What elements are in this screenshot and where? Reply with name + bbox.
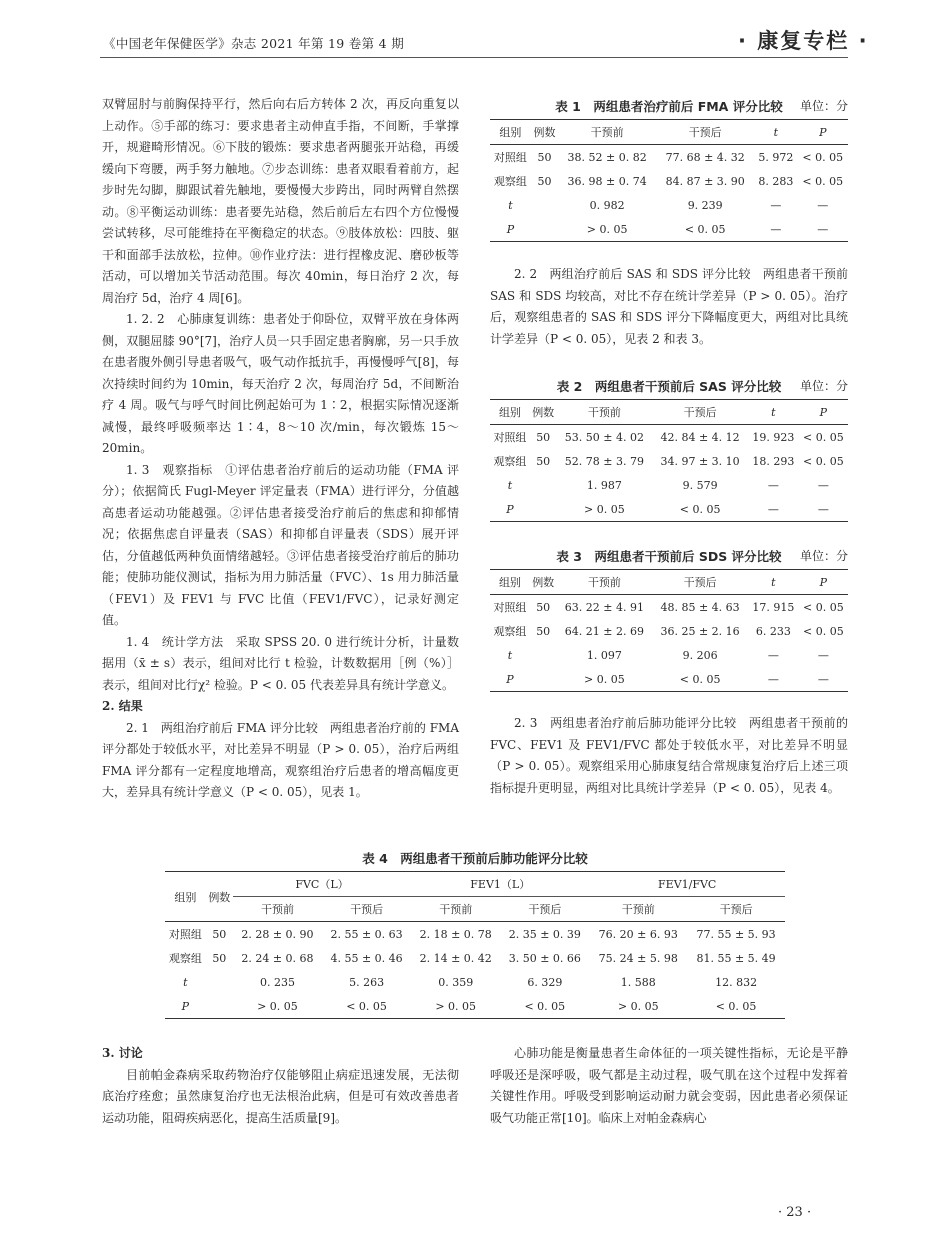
t3-cell: —: [817, 648, 829, 662]
t2-cell: > 0. 05: [556, 497, 652, 522]
t2-header-cell: 干预后: [652, 400, 748, 425]
t1-header-cell: 干预后: [656, 120, 754, 145]
right-column-lower: [490, 713, 848, 799]
t3-cell: 6. 233: [755, 624, 791, 638]
t4-header-sub: 干预前: [411, 897, 500, 922]
t3-cell: —: [767, 648, 779, 662]
table-3-caption: 表 3 两组患者干预前后 SDS 评分比较 单位：分: [556, 549, 848, 564]
t4-cell: 对照组: [168, 928, 202, 941]
t3-cell: —: [748, 667, 799, 692]
t1-header-cell: t: [754, 120, 797, 145]
t2-cell: 19. 923: [752, 430, 795, 444]
table-row: [490, 145, 848, 170]
t4-header-sub: 干预后: [687, 897, 785, 922]
table-row: [165, 970, 785, 994]
t2-cell: t: [507, 478, 513, 492]
t4-cell: 2. 55 ± 0. 63: [330, 927, 403, 941]
table-row: [490, 497, 848, 522]
paragraph-sas-sds-results: 2. 2 两组治疗前后 SAS 和 SDS 评分比较 两组患者干预前 SAS 和 SDS 均较高，对比不存在统计学差异（P > 0. 05）。治疗后，观察组患者的 SAS 和 SDS 评分下降幅度更大，两组对比具统计学差异（P < 0. 05），见表 2 和表 3。: [490, 267, 848, 346]
t1-header-cell: 组别: [490, 120, 531, 145]
journal-header: 《中国老年保健医学》杂志 2021 年第 19 卷第 4 期: [103, 36, 405, 51]
t4-cell: 0. 235: [259, 975, 295, 989]
t3-header-cell: 干预后: [652, 570, 748, 595]
t1-cell: 9. 239: [687, 198, 723, 212]
left-column: [102, 94, 459, 804]
t3-header-cell: P: [799, 570, 848, 595]
table-row: [490, 217, 848, 242]
t1-cell: 8. 283: [758, 174, 794, 188]
table-1-grid: [490, 119, 848, 242]
t1-cell: 观察组: [493, 175, 527, 188]
t4-cell: < 0. 05: [687, 994, 785, 1019]
t1-cell: [531, 217, 558, 242]
table-4-caption: 表 4 两组患者干预前后肺功能评分比较: [362, 851, 588, 866]
table-1-unit: 单位：分: [799, 99, 848, 113]
t3-cell: 17. 915: [752, 600, 795, 614]
t3-header-cell: 组别: [490, 570, 530, 595]
t1-cell: P: [490, 217, 531, 242]
table-3-unit: 单位：分: [799, 549, 848, 563]
table-3: [490, 547, 848, 692]
paragraph-discussion-1: 目前帕金森病采取药物治疗仅能够阻止病症迅速发展，无法彻底治疗痊愈；虽然康复治疗也无法根治此病，但是可有效改善患者运动功能，阻碍疾病恶化，提高生活质量[9]。: [102, 1067, 459, 1125]
t1-cell: —: [817, 198, 829, 212]
table-row: [165, 994, 785, 1019]
paragraph-fma-results: 2. 1 两组治疗前后 FMA 评分比较 两组患者治疗前的 FMA 评分都处于较低水平，对比差异不明显（P > 0. 05），治疗后两组 FMA 评分都有一定程度地增高，观察组治疗后患者的增高幅度更大，差异具有统计学意义（P < 0. 05），见表 1。: [102, 720, 459, 799]
t2-cell: 观察组: [493, 455, 527, 468]
table-row: [165, 922, 785, 947]
t2-header-cell: 组别: [490, 400, 530, 425]
t4-header-metric: FEV1/FVC: [589, 872, 785, 897]
t4-cell: 77. 55 ± 5. 93: [696, 927, 776, 941]
t3-cell: 36. 25 ± 2. 16: [660, 624, 740, 638]
table-row: [165, 946, 785, 970]
t3-cell: 63. 22 ± 4. 91: [564, 600, 644, 614]
t1-header-cell: 例数: [531, 120, 558, 145]
t2-cell: 50: [536, 430, 551, 444]
table-row: [490, 425, 848, 450]
t2-cell: < 0. 05: [803, 430, 844, 444]
t2-cell: —: [799, 497, 848, 522]
t2-cell: —: [767, 478, 779, 492]
t1-cell: [531, 193, 558, 217]
table-row: [490, 169, 848, 193]
t1-cell: 77. 68 ± 4. 32: [665, 150, 745, 164]
section-results-heading: 2. 结果: [102, 699, 143, 713]
t3-cell: 对照组: [493, 601, 527, 614]
t2-cell: 34. 97 ± 3. 10: [660, 454, 740, 468]
t2-header-cell: 例数: [530, 400, 557, 425]
t4-cell: [206, 994, 233, 1019]
table-2-caption: 表 2 两组患者干预前后 SAS 评分比较 单位：分: [556, 379, 848, 394]
discussion-right: [490, 1043, 848, 1129]
t4-cell: 2. 28 ± 0. 90: [241, 927, 314, 941]
t1-header-cell: 干预前: [558, 120, 656, 145]
t1-cell: 84. 87 ± 3. 90: [665, 174, 745, 188]
paragraph-observation-indicators: 1. 3 观察指标 ①评估患者治疗前后的运动功能（FMA 评分）；依据简氏 Fugl-Meyer 评定量表（FMA）进行评分，分值越高患者运动功能越强。②评估患者接受治疗前后的焦虑和抑郁情况；依据焦虑自评量表（SAS）和抑郁自评量表（SDS）展开评估，分值越低两种负面情绪越轻。③评估患者接受治疗前后的肺功能；使肺功能仪测试，指标为用力肺活量（FVC）、1s 用力肺活量（FEV1）及 FEV1 与 FVC 比值（FEV1/FVC），记录好测定值。: [102, 462, 459, 627]
t2-cell: [530, 473, 557, 497]
t1-cell: < 0. 05: [802, 150, 844, 164]
t2-header-cell: 干预前: [556, 400, 652, 425]
t4-cell: 2. 14 ± 0. 42: [419, 951, 492, 965]
t4-header-metric: FEV1（L）: [411, 872, 589, 897]
table-3-grid: [490, 569, 848, 692]
t4-header-metric: FVC（L）: [233, 872, 411, 897]
t4-cell: P: [165, 994, 206, 1019]
table-1-caption: 表 1 两组患者治疗前后 FMA 评分比较 单位：分: [555, 99, 848, 114]
t3-header-cell: t: [748, 570, 799, 595]
t1-cell: 50: [537, 174, 552, 188]
t2-header-cell: P: [799, 400, 848, 425]
table-row: [490, 595, 848, 620]
t3-cell: t: [507, 648, 513, 662]
table-2-grid: [490, 399, 848, 522]
t1-cell: > 0. 05: [558, 217, 656, 242]
t2-cell: P: [490, 497, 530, 522]
t2-cell: —: [748, 497, 799, 522]
t2-cell: < 0. 05: [803, 454, 844, 468]
paragraph-discussion-2: 心肺功能是衡量患者生命体征的一项关键性指标，无论是平静呼吸还是深呼吸，吸气都是主动过程，吸气肌在这个过程中发挥着关键性作用。呼吸受到影响运动耐力就会变弱，因此患者必须保证吸气功能正常[10]。临床上对帕金森病心: [490, 1046, 848, 1125]
table-row: [490, 667, 848, 692]
table-row: [490, 193, 848, 217]
t3-cell: 50: [536, 624, 551, 638]
t4-cell: 4. 55 ± 0. 46: [330, 951, 403, 965]
t4-cell: [206, 970, 233, 994]
t4-cell: > 0. 05: [411, 994, 500, 1019]
t2-cell: 53. 50 ± 4. 02: [564, 430, 644, 444]
t4-cell: < 0. 05: [500, 994, 589, 1019]
t4-cell: 3. 50 ± 0. 66: [508, 951, 581, 965]
t4-cell: 75. 24 ± 5. 98: [598, 951, 678, 965]
t1-cell: 5. 972: [758, 150, 794, 164]
t4-cell: 12. 832: [715, 975, 758, 989]
t4-cell: 观察组: [168, 952, 202, 965]
t1-cell: t: [508, 198, 513, 212]
t3-cell: 观察组: [493, 625, 527, 638]
t4-cell: 81. 55 ± 5. 49: [696, 951, 776, 965]
t1-cell: < 0. 05: [656, 217, 754, 242]
t4-cell: t: [183, 975, 188, 989]
table-4: [165, 849, 785, 1019]
t1-cell: 36. 98 ± 0. 74: [567, 174, 647, 188]
t4-cell: > 0. 05: [233, 994, 322, 1019]
t2-cell: 18. 293: [752, 454, 795, 468]
t4-cell: > 0. 05: [589, 994, 687, 1019]
table-row: [490, 449, 848, 473]
t3-cell: —: [799, 667, 848, 692]
t3-header-cell: 干预前: [556, 570, 652, 595]
t1-header-cell: P: [798, 120, 848, 145]
table-1: [490, 97, 848, 242]
page-number: · 23 ·: [778, 1205, 812, 1220]
t2-cell: 42. 84 ± 4. 12: [660, 430, 740, 444]
t1-cell: 50: [537, 150, 552, 164]
t4-cell: 5. 263: [349, 975, 385, 989]
t4-header-group: 组别: [165, 872, 206, 922]
t4-cell: 50: [212, 927, 227, 941]
t3-header-cell: 例数: [530, 570, 557, 595]
t4-cell: 2. 24 ± 0. 68: [241, 951, 314, 965]
t1-cell: 0. 982: [589, 198, 625, 212]
discussion-left: [102, 1043, 459, 1129]
t4-cell: 1. 588: [620, 975, 656, 989]
t2-cell: 52. 78 ± 3. 79: [564, 454, 644, 468]
t2-cell: < 0. 05: [652, 497, 748, 522]
t4-header-count: 例数: [206, 872, 233, 922]
table-row: [490, 643, 848, 667]
right-column-upper: [490, 264, 848, 350]
t3-cell: 48. 85 ± 4. 63: [660, 600, 740, 614]
header-rule: [100, 57, 848, 58]
t4-header-sub: 干预前: [233, 897, 322, 922]
section-discussion-heading: 3. 讨论: [102, 1046, 143, 1060]
t3-cell: 50: [536, 600, 551, 614]
t3-cell: > 0. 05: [556, 667, 652, 692]
t2-cell: 50: [536, 454, 551, 468]
t3-cell: [530, 667, 557, 692]
paragraph-cardiopulmonary-training: 1. 2. 2 心肺康复训练：患者处于仰卧位，双臂平放在身体两侧，双腿屈膝 90°[7]，治疗人员一只手固定患者胸廓，另一只手放在患者腹外侧引导患者吸气，吸气动作抵抗手，再慢慢呼气[8]，每次持续时间约为 10min，每天治疗 2 次，每周治疗 5d，不间断治疗 4 周。吸气与呼气时间比例起始可为 1∶2，根据实际情况逐渐减慢，最终呼吸频率达 1∶4，8～10 次/min，每次锻炼 15～20min。: [102, 312, 459, 455]
t4-cell: 2. 35 ± 0. 39: [508, 927, 581, 941]
t3-cell: < 0. 05: [803, 624, 844, 638]
t2-cell: —: [817, 478, 829, 492]
t3-cell: < 0. 05: [803, 600, 844, 614]
table-row: [490, 473, 848, 497]
t1-cell: 38. 52 ± 0. 82: [567, 150, 647, 164]
t4-cell: 50: [212, 951, 227, 965]
t2-cell: 1. 987: [586, 478, 622, 492]
paragraph-training-steps: 双臂屈肘与前胸保持平行，然后向右后方转体 2 次，再反向重复以上动作。⑤手部的练习：要求患者主动伸直手指，不间断，手掌撑开，规避畸形情况。⑥下肢的锻炼：要求患者两腿张开站稳，再缓缓向下弯腰，两手努力触地。⑦步态训练：患者双眼看着前方，起步时先勾脚，脚跟试着先触地，要慢慢大步跨出，同时两臂自然摆动。⑧平衡运动训练：患者要先站稳，然后前后左右四个方位慢慢尝试转移，尽可能维持在平衡稳定的状态。⑨肢体放松：四肢、躯干和面部手法放松，拉伸。⑩作业疗法：进行捏橡皮泥、磨砂板等活动，可以增加关节活动范围。每次 40min，每日治疗 2 次，每周治疗 5d，治疗 4 周[6]。: [102, 97, 459, 305]
paragraph-lung-function-results: 2. 3 两组患者治疗前后肺功能评分比较 两组患者干预前的 FVC、FEV1 及 FEV1/FVC 都处于较低水平，对比差异不明显（P > 0. 05）。观察组采用心肺康复结合常规康复治疗后上述三项指标提升更明显，两组对比具统计学差异（P < 0. 05），见表 4。: [490, 716, 848, 795]
t2-cell: [530, 497, 557, 522]
t4-header-sub: 干预前: [589, 897, 687, 922]
t1-cell: < 0. 05: [802, 174, 844, 188]
paragraph-statistics: 1. 4 统计学方法 采取 SPSS 20. 0 进行统计分析，计量数据用（x̄ ± s）表示，组间对比行 t 检验，计数数据用［例（%）］表示，组间对比行χ² 检验。P < 0. 05 代表差异具有统计学意义。: [102, 634, 459, 692]
t1-cell: —: [798, 217, 848, 242]
table-4-grid: [165, 871, 785, 1019]
column-title: · 康复专栏 ·: [738, 29, 869, 53]
t2-header-cell: t: [748, 400, 799, 425]
table-2-unit: 单位：分: [799, 379, 848, 393]
t1-cell: 对照组: [493, 151, 527, 164]
t4-header-sub: 干预后: [322, 897, 411, 922]
t4-cell: 0. 359: [438, 975, 474, 989]
t4-cell: 2. 18 ± 0. 78: [419, 927, 492, 941]
t3-cell: [530, 643, 557, 667]
t4-cell: 76. 20 ± 6. 93: [598, 927, 678, 941]
t3-cell: 9. 206: [682, 648, 718, 662]
t4-cell: 6. 329: [527, 975, 563, 989]
t2-cell: 对照组: [493, 431, 527, 444]
t3-cell: 1. 097: [586, 648, 622, 662]
t3-cell: 64. 21 ± 2. 69: [564, 624, 644, 638]
t4-header-sub: 干预后: [500, 897, 589, 922]
t3-cell: P: [490, 667, 530, 692]
t1-cell: —: [770, 198, 782, 212]
t2-cell: 9. 579: [682, 478, 718, 492]
t3-cell: < 0. 05: [652, 667, 748, 692]
t4-cell: < 0. 05: [322, 994, 411, 1019]
t1-cell: —: [754, 217, 797, 242]
table-2: [490, 377, 848, 522]
table-row: [490, 619, 848, 643]
